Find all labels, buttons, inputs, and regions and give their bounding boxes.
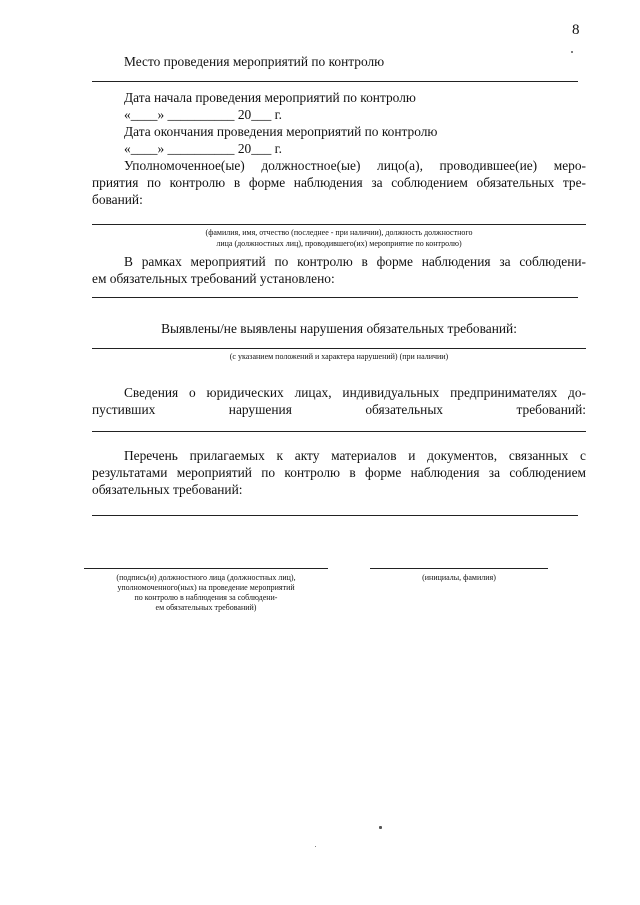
officials-fill-line xyxy=(92,224,586,225)
officials-line-1: Уполномоченное(ые) должностное(ые) лицо(а), проводившее(ие) меро- xyxy=(124,158,586,173)
signature-caption-line-1: (подпись(и) должностного лица (должностных лиц), xyxy=(116,573,296,582)
officials-caption-1: (фамилия, имя, отчество (последнее - при наличии), должность должностного xyxy=(205,228,473,237)
signature-caption-line-4: ем обязательных требований) xyxy=(155,603,257,612)
violations-caption: (с указанием положений и характера нарушений) (при наличии) xyxy=(229,352,449,361)
scan-speck xyxy=(379,826,382,829)
entities-line-2 xyxy=(92,401,586,418)
name-caption: (инициалы, фамилия) xyxy=(422,573,496,582)
place-label: Место проведения мероприятий по контролю xyxy=(124,54,385,69)
start-date-value: «____» __________ 20___ г. xyxy=(124,107,282,122)
violations-title: Выявлены/не выявлены нарушения обязательных требований: xyxy=(161,321,517,336)
entities-fill-line xyxy=(92,431,586,432)
entities-word-2: нарушения xyxy=(228,402,292,417)
established-fill-line xyxy=(92,297,578,298)
entities-word-1: пустивших xyxy=(92,402,156,417)
end-date-label: Дата окончания проведения мероприятий по контролю xyxy=(124,124,438,139)
place-fill-line xyxy=(92,81,578,82)
scan-speck xyxy=(315,846,316,847)
attachments-line-2: результатами мероприятий по контролю в форме наблюдения за соблюдением xyxy=(92,465,586,480)
entities-word-4: требований: xyxy=(516,402,586,417)
violations-fill-line xyxy=(92,348,586,349)
signature-line xyxy=(84,568,328,569)
attachments-line-1: Перечень прилагаемых к акту материалов и документов, связанных с xyxy=(124,448,586,463)
attachments-line-3: обязательных требований: xyxy=(92,482,243,497)
officials-line-3: бований: xyxy=(92,192,143,207)
established-line-1: В рамках мероприятий по контролю в форме наблюдения за соблюдени- xyxy=(124,254,586,269)
entities-word-3: обязательных xyxy=(365,402,444,417)
page-number: 8 xyxy=(572,22,580,38)
start-date-label: Дата начала проведения мероприятий по контролю xyxy=(124,90,416,105)
scan-speck xyxy=(571,51,573,53)
entities-line-1: Сведения о юридических лицах, индивидуальных предпринимателях до- xyxy=(124,385,586,400)
officials-caption-2: лица (должностных лиц), проводившего(их) мероприятие по контролю) xyxy=(216,239,462,248)
signature-caption-line-2: уполномоченного(ных) на проведение мероприятий xyxy=(117,583,295,592)
established-line-2: ем обязательных требований установлено: xyxy=(92,271,335,286)
end-date-value: «____» __________ 20___ г. xyxy=(124,141,282,156)
signature-caption-line-3: по контролю в наблюдения за соблюдени- xyxy=(134,593,278,602)
signature-caption xyxy=(84,573,328,613)
name-line xyxy=(370,568,548,569)
officials-line-2: приятия по контролю в форме наблюдения за соблюдением обязательных тре- xyxy=(92,175,586,190)
attachments-fill-line xyxy=(92,515,578,516)
